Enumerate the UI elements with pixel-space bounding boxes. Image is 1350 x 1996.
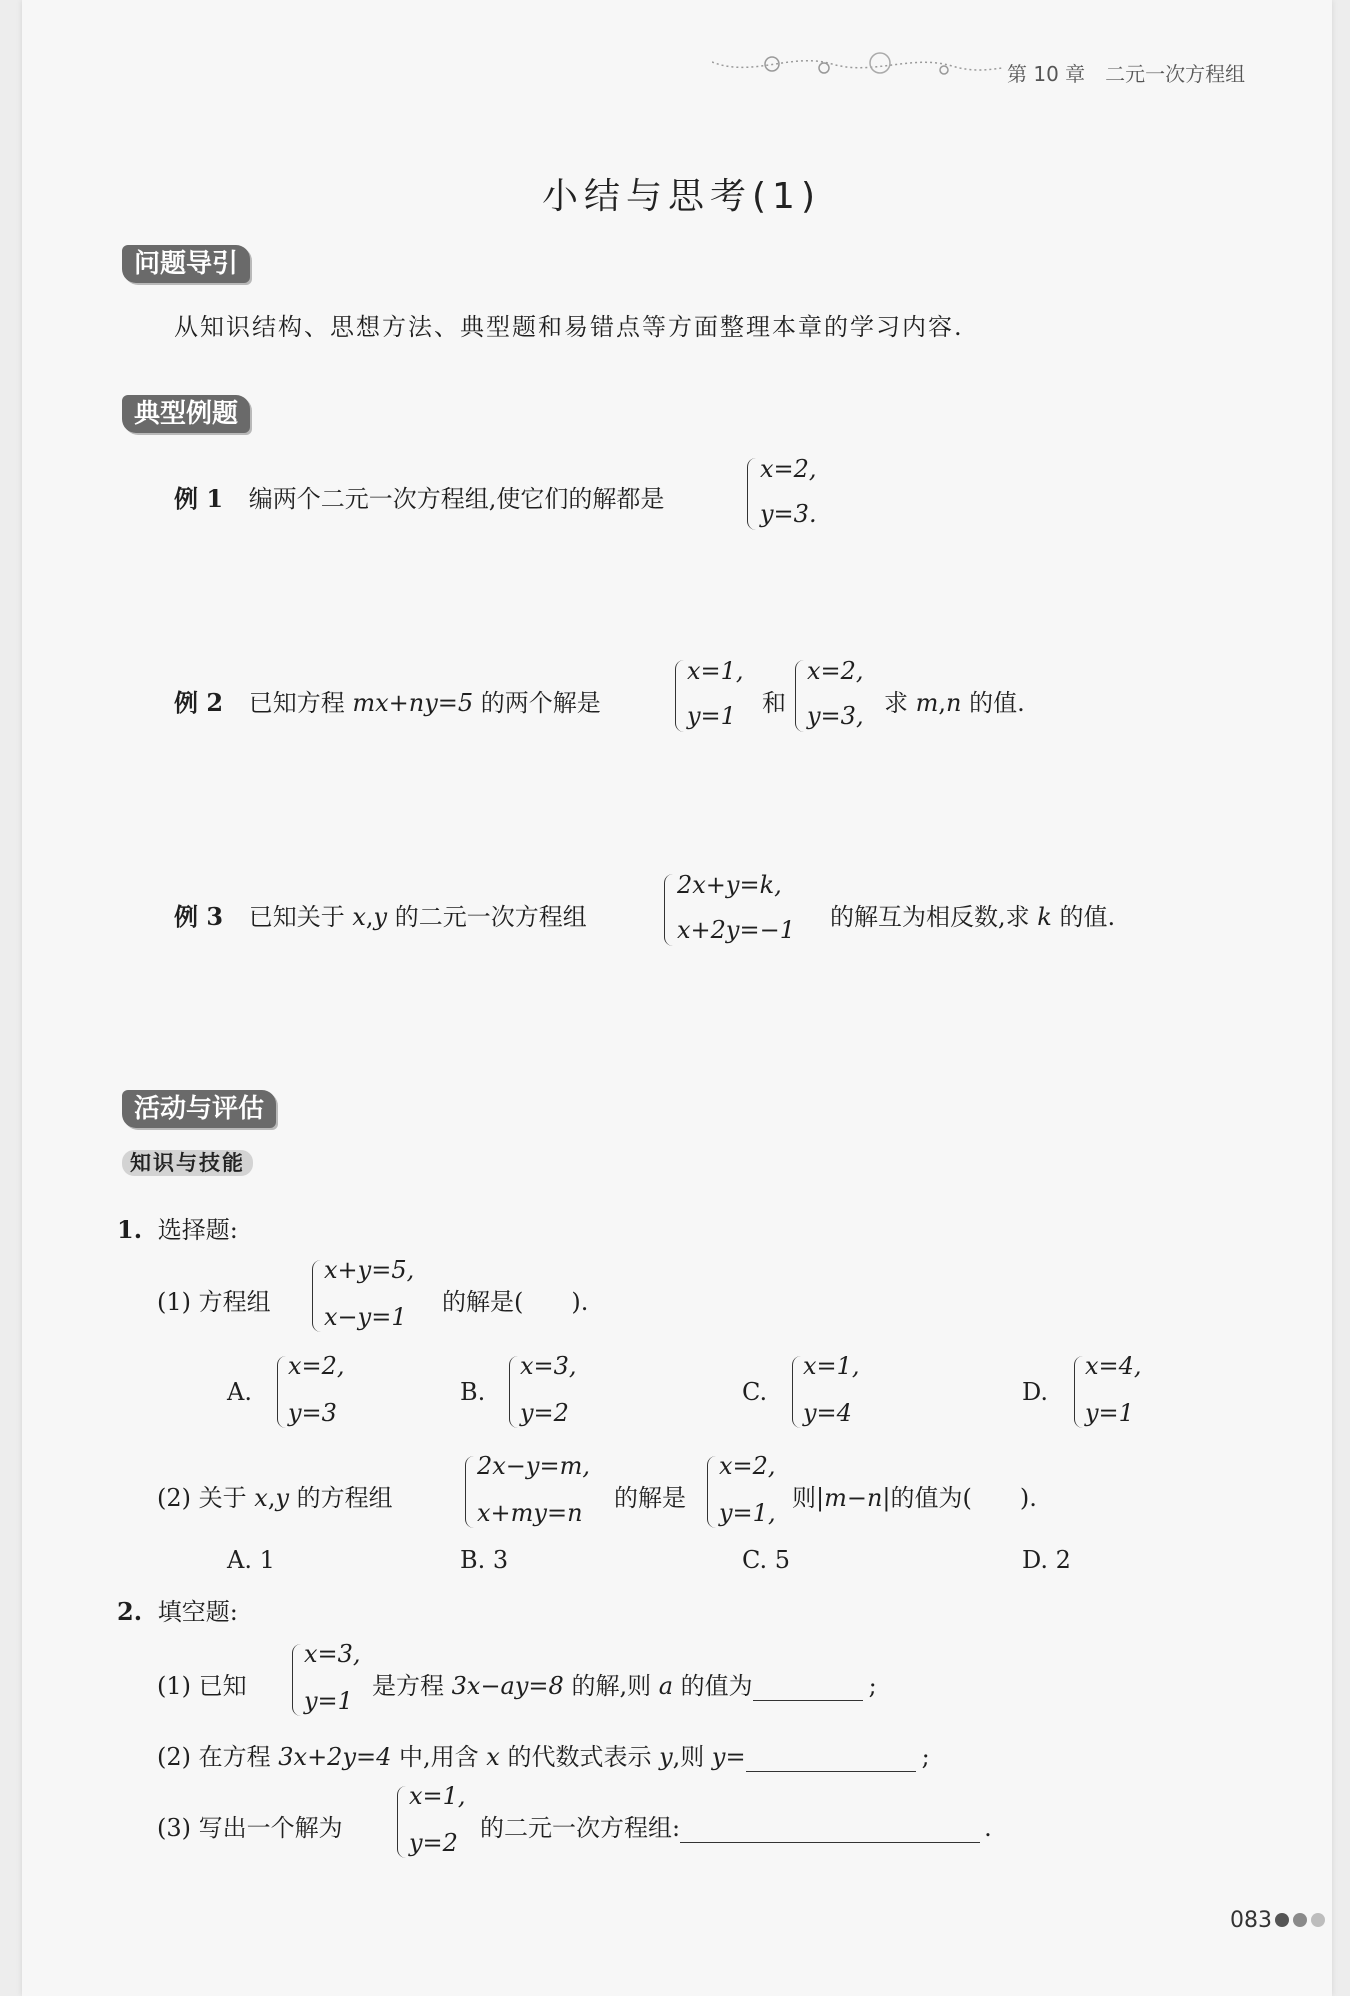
example-3-tail-a: 的解互为相反数,求 bbox=[830, 903, 1038, 931]
q1-part2-expr: m−n bbox=[824, 1484, 883, 1512]
brace bbox=[795, 660, 804, 732]
section-banner-activity: 活动与评估 bbox=[122, 1090, 276, 1128]
example-2-tail-e: 的值. bbox=[961, 689, 1025, 717]
option-d-label: D. bbox=[1022, 1378, 1049, 1406]
system-line: x=1, bbox=[803, 1352, 860, 1380]
q1-part1-tail: 的解是( ). bbox=[442, 1288, 589, 1316]
option-a: A. 1 bbox=[227, 1546, 275, 1574]
brace bbox=[312, 1260, 321, 1332]
system-line: x=2, bbox=[288, 1352, 345, 1380]
option-c: C. 5 bbox=[742, 1546, 791, 1574]
q1-part2-mid2: 的解是 bbox=[614, 1484, 686, 1512]
example-2-and: 和 bbox=[762, 689, 786, 717]
option-b-label: B. bbox=[460, 1378, 486, 1406]
system-line: y=1, bbox=[719, 1499, 776, 1527]
q2-part1-tail bbox=[372, 1666, 877, 1701]
example-2-tail-comma: , bbox=[938, 689, 947, 717]
system-line: x+2y=−1 bbox=[677, 916, 795, 944]
system-line: x−y=1 bbox=[324, 1303, 407, 1331]
q2-part2-var-y: y bbox=[659, 1743, 673, 1771]
q2-part2-num: (2) 在方程 bbox=[157, 1743, 279, 1771]
system-line: y=3 bbox=[288, 1399, 337, 1427]
brace bbox=[465, 1456, 474, 1528]
question-2-title: 填空题: bbox=[157, 1598, 238, 1626]
system-line: y=1 bbox=[304, 1687, 353, 1715]
system-line: y=1 bbox=[687, 702, 736, 730]
system-line: x+y=5, bbox=[324, 1256, 415, 1284]
q1-part2-mid: 的方程组 bbox=[289, 1484, 393, 1512]
option-c-label: C. bbox=[742, 1378, 768, 1406]
example-3-tail bbox=[830, 897, 1115, 932]
example-2-tail-a: 求 bbox=[884, 689, 916, 717]
example-1-label: 例 1 bbox=[174, 484, 224, 513]
system-line: x=3, bbox=[304, 1640, 361, 1668]
header-decoration bbox=[712, 48, 1002, 88]
question-2 bbox=[117, 1592, 238, 1627]
question-2-label: 2. bbox=[117, 1597, 143, 1626]
example-3-var-y: y bbox=[373, 903, 388, 931]
example-3-tail-c: 的值. bbox=[1051, 903, 1116, 931]
q2-part2-equals: = bbox=[725, 1743, 746, 1771]
brace bbox=[675, 660, 684, 732]
q2-part1-label: (1) 已知 bbox=[157, 1672, 247, 1700]
q2-part1-equation: 3x−ay=8 bbox=[451, 1672, 564, 1700]
q1-part2-num: (2) 关于 bbox=[157, 1484, 255, 1512]
option-b: B. 3 bbox=[460, 1546, 509, 1574]
q1-part2-tail-c: |的值为( ). bbox=[882, 1484, 1037, 1512]
section-banner-examples: 典型例题 bbox=[122, 395, 250, 433]
example-3-var-k: k bbox=[1037, 903, 1052, 931]
system-line: x+my=n bbox=[477, 1499, 583, 1527]
example-3-text-mid: 的二元一次方程组 bbox=[387, 903, 587, 931]
example-1-text: 编两个二元一次方程组,使它们的解都是 bbox=[248, 485, 665, 513]
q2-part1-post-c: 的值为 bbox=[673, 1672, 753, 1700]
system-line: 2x−y=m, bbox=[477, 1452, 590, 1480]
q1-part1-label: (1) 方程组 bbox=[157, 1288, 271, 1316]
brace bbox=[747, 458, 756, 530]
question-1-title: 选择题: bbox=[157, 1216, 238, 1244]
q2-part3-label: (3) 写出一个解为 bbox=[157, 1814, 343, 1842]
example-2 bbox=[174, 683, 601, 718]
example-2-text-pre: 已知方程 bbox=[248, 689, 353, 717]
q2-part2-mid-c: 的代数式表示 bbox=[499, 1743, 660, 1771]
q2-part3-end: . bbox=[984, 1814, 992, 1842]
system-line: x=4, bbox=[1085, 1352, 1142, 1380]
brace bbox=[707, 1456, 716, 1528]
q2-part2-var-x: x bbox=[486, 1743, 500, 1771]
page-dot-icon bbox=[1275, 1913, 1289, 1927]
example-2-text-mid: 的两个解是 bbox=[473, 689, 601, 717]
brace bbox=[397, 1786, 406, 1858]
example-3 bbox=[174, 897, 587, 932]
brace bbox=[277, 1356, 286, 1428]
system-line: y=2 bbox=[409, 1829, 458, 1857]
q2-part2-mid-e: ,则 bbox=[672, 1743, 712, 1771]
page-title: 小结与思考(1) bbox=[542, 176, 821, 217]
system-line: x=2, bbox=[807, 657, 864, 685]
answer-blank[interactable] bbox=[753, 1676, 863, 1701]
system-line: x=1, bbox=[687, 657, 744, 685]
system-line: x=2, bbox=[719, 1452, 776, 1480]
example-2-label: 例 2 bbox=[174, 688, 224, 717]
page-number: 083 bbox=[1230, 1908, 1272, 1933]
brace bbox=[792, 1356, 801, 1428]
example-1 bbox=[174, 479, 664, 514]
system-line: y=3, bbox=[807, 702, 864, 730]
q1-part2-var-x: x bbox=[254, 1484, 268, 1512]
system-line: x=1, bbox=[409, 1782, 466, 1810]
q2-part2-end: ; bbox=[921, 1743, 930, 1771]
system-line: y=4 bbox=[803, 1399, 852, 1427]
example-3-comma: , bbox=[365, 903, 374, 931]
example-2-var-m: m bbox=[915, 689, 939, 717]
q2-part1-var-a: a bbox=[658, 1672, 674, 1700]
system-line: y=3. bbox=[760, 500, 817, 528]
q2-part2 bbox=[157, 1737, 930, 1772]
option-d: D. 2 bbox=[1022, 1546, 1071, 1574]
page bbox=[22, 0, 1332, 1996]
system-line: y=2 bbox=[520, 1399, 569, 1427]
q2-part2-mid-a: 中,用含 bbox=[391, 1743, 487, 1771]
brace bbox=[1074, 1356, 1083, 1428]
q2-part3-post: 的二元一次方程组: bbox=[480, 1814, 681, 1842]
q2-part1-post-a: 的解,则 bbox=[563, 1672, 659, 1700]
q2-part1-mid: 是方程 bbox=[372, 1672, 452, 1700]
brace bbox=[509, 1356, 518, 1428]
page-dot-icon bbox=[1311, 1913, 1325, 1927]
option-a-label: A. bbox=[227, 1378, 252, 1406]
chapter-heading: 第 10 章 二元一次方程组 bbox=[1007, 62, 1246, 86]
q2-part2-var-y2: y bbox=[711, 1743, 726, 1771]
answer-blank[interactable] bbox=[680, 1818, 980, 1843]
example-3-label: 例 3 bbox=[174, 902, 224, 931]
q1-part2-label bbox=[157, 1478, 393, 1513]
brace bbox=[664, 874, 673, 946]
example-2-tail bbox=[884, 683, 1025, 718]
subsection-banner-skills: 知识与技能 bbox=[122, 1150, 253, 1176]
brace bbox=[292, 1644, 301, 1716]
system-line: y=1 bbox=[1085, 1399, 1134, 1427]
example-2-var-n: n bbox=[946, 689, 962, 717]
answer-blank[interactable] bbox=[746, 1747, 916, 1772]
q2-part3-tail bbox=[480, 1808, 992, 1843]
page-dot-icon bbox=[1293, 1913, 1307, 1927]
question-1-label: 1. bbox=[117, 1215, 143, 1244]
example-2-equation: mx+ny=5 bbox=[352, 689, 474, 717]
q2-part1-end: ; bbox=[868, 1672, 877, 1700]
system-line: x=3, bbox=[520, 1352, 577, 1380]
example-3-var-x: x bbox=[352, 903, 366, 931]
q2-part2-equation: 3x+2y=4 bbox=[278, 1743, 392, 1771]
example-3-text-pre: 已知关于 bbox=[248, 903, 353, 931]
system-line: x=2, bbox=[760, 455, 817, 483]
system-line: 2x+y=k, bbox=[677, 871, 782, 899]
guide-text: 从知识结构、思想方法、典型题和易错点等方面整理本章的学习内容. bbox=[174, 313, 964, 341]
q1-part2-tail-a: 则| bbox=[792, 1484, 825, 1512]
section-banner-guide: 问题导引 bbox=[122, 245, 250, 283]
q1-part2-comma: , bbox=[267, 1484, 276, 1512]
q1-part2-var-y: y bbox=[275, 1484, 290, 1512]
q1-part2-tail bbox=[792, 1478, 1037, 1513]
question-1 bbox=[117, 1210, 238, 1245]
